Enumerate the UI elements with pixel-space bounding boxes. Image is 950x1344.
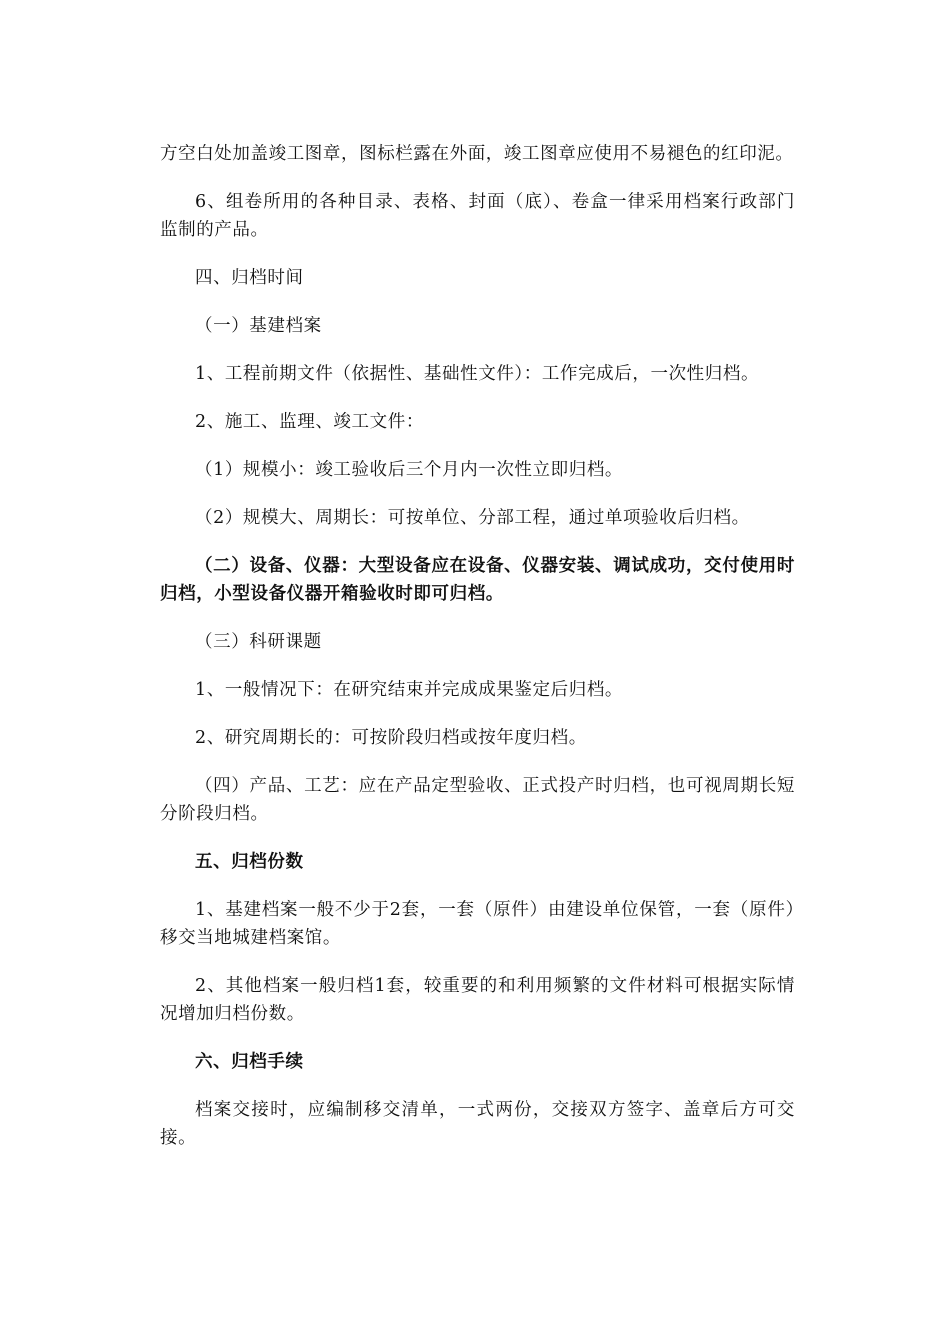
subheading-research: （三）科研课题 [195,632,322,652]
section-heading-4: 四、归档时间 [195,268,304,288]
paragraph-copies-other: 2、其他档案一般归档1套，较重要的和利用频繁的文件材料可根据实际情况增加归档份数。 [160,976,795,1024]
subheading-infrastructure: （一）基建档案 [195,316,322,336]
paragraph-copies-infrastructure: 1、基建档案一般不少于2套，一套（原件）由建设单位保管，一套（原件）移交当地城建档案馆。 [160,900,795,948]
paragraph-research-general: 1、一般情况下：在研究结束并完成成果鉴定后归档。 [195,680,624,700]
paragraph-item-6: 6、组卷所用的各种目录、表格、封面（底）、卷盒一律采用档案行政部门监制的产品。 [160,192,795,240]
paragraph-research-long: 2、研究周期长的：可按阶段归档或按年度归档。 [195,728,587,748]
paragraph-equipment: （二）设备、仪器：大型设备应在设备、仪器安装、调试成功，交付使用时归档，小型设备仪器开箱验收时即可归档。 [160,556,795,604]
paragraph-large-scale: （2）规模大、周期长：可按单位、分部工程，通过单项验收后归档。 [195,508,750,528]
section-heading-6: 六、归档手续 [195,1052,304,1072]
section-heading-5: 五、归档份数 [195,852,304,872]
paragraph-handover: 档案交接时，应编制移交清单，一式两份，交接双方签字、盖章后方可交接。 [160,1100,795,1148]
paragraph-products: （四）产品、工艺：应在产品定型验收、正式投产时归档，也可视周期长短分阶段归档。 [160,776,795,824]
paragraph-construction-docs: 2、施工、监理、竣工文件： [195,412,424,432]
paragraph-stamp-note: 方空白处加盖竣工图章，图标栏露在外面，竣工图章应使用不易褪色的红印泥。 [160,144,794,164]
document-body [160,140,795,1172]
paragraph-preliminary-docs: 1、工程前期文件（依据性、基础性文件）：工作完成后，一次性归档。 [195,364,760,384]
paragraph-small-scale: （1）规模小：竣工验收后三个月内一次性立即归档。 [195,460,624,480]
